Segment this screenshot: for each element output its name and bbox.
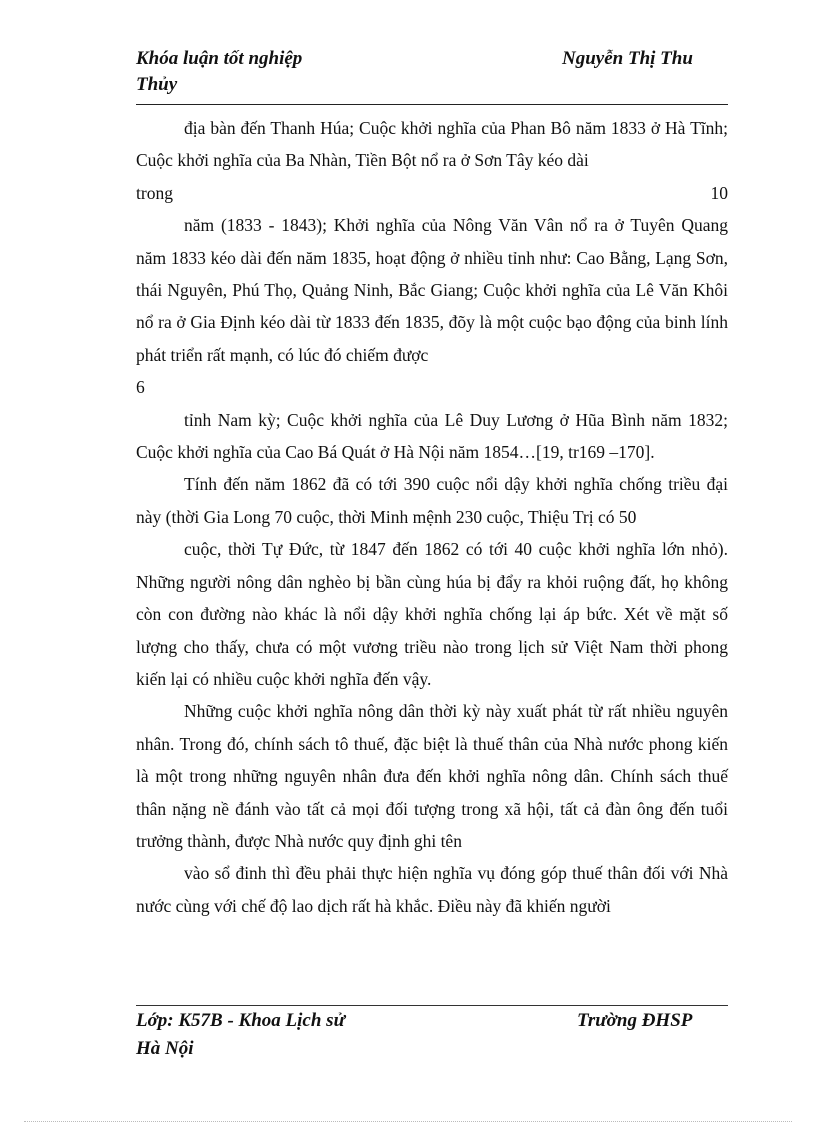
header-author-name: Nguyễn Thị Thu (562, 48, 693, 69)
page-bottom-divider (24, 1121, 792, 1122)
footer-university: Trường ĐHSP (577, 1010, 693, 1031)
paragraph-2: năm (1833 - 1843); Khởi nghĩa của Nông Văn Vân nổ ra ở Tuyên Quang năm 1833 kéo dài đến năm 1835, hoạt động ở nhiều tỉnh như: Cao Bằng, Lạng Sơn, thái Nguyên, Phú Thọ, Quảng Ninh, Bắc Giang; Cuộc khởi nghĩa của Lê Văn Khôi nổ ra ở Gia Định kéo dài từ 1833 đến 1835, đõy là một cuộc bạo động của binh lính phát triển rất mạnh, có lúc đó chiếm được (136, 215, 728, 365)
paragraph-4: Tính đến năm 1862 đã có tới 390 cuộc nổi dậy khởi nghĩa chống triều đại này (thời Gia Long 70 cuộc, thời Minh mệnh 230 cuộc, Thiệu Trị có 50 (136, 474, 728, 527)
paragraph-7: vào sổ đinh thì đều phải thực hiện nghĩa vụ đóng góp thuế thân đối với Nhà nước cùng với chế độ lao dịch rất hà khắc. Điều này đã khiến người (136, 863, 728, 916)
paragraph-1a: địa bàn đến Thanh Húa; Cuộc khởi nghĩa của Phan Bô năm 1833 ở Hà Tĩnh; Cuộc khởi nghĩa của Ba Nhàn, Tiền Bột nổ ra ở Sơn Tây kéo dài (136, 118, 728, 171)
paragraph-5: cuộc, thời Tự Đức, từ 1847 đến 1862 có tới 40 cuộc khởi nghĩa lớn nhỏ). Những người nông dân nghèo bị bần cùng húa bị đẩy ra khỏi ruộng đất, họ không còn con đường nào khác là nổi dậy khởi nghĩa chống lại áp bức. Xét về mặt số lượng cho thấy, chưa có một vương triều nào trong lịch sử Việt Nam thời phong kiến lại có nhiều cuộc khởi nghĩa đến vậy. (136, 539, 728, 689)
page-header (136, 48, 728, 105)
footer-class-faculty: Lớp: K57B - Khoa Lịch sử (136, 1010, 345, 1031)
paragraph-2-tail: 6 (136, 377, 145, 398)
header-thesis-title: Khóa luận tốt nghiệp (136, 48, 303, 69)
footer-city: Hà Nội (136, 1038, 194, 1059)
document-body (136, 112, 728, 922)
header-author-name-continued: Thủy (136, 74, 178, 95)
paragraph-3: tỉnh Nam kỳ; Cuộc khởi nghĩa của Lê Duy Lương ở Hũa Bình năm 1832; Cuộc khởi nghĩa của Cao Bá Quát ở Hà Nội năm 1854…[19, tr169 –170]. (136, 409, 728, 463)
paragraph-1b-right: 10 (710, 182, 728, 203)
paragraph-6: Những cuộc khởi nghĩa nông dân thời kỳ này xuất phát từ rất nhiều nguyên nhân. Trong đó, chính sách tô thuế, đặc biệt là thuế thân của Nhà nước phong kiến là một trong những nguyên nhân đưa đến khởi nghĩa nông dân. Chính sách thuế thân nặng nề đánh vào tất cả mọi đối tượng trong xã hội, tất cả đàn ông đến tuổi trưởng thành, được Nhà nước quy định ghi tên (136, 701, 728, 851)
page-footer (136, 1005, 728, 1066)
paragraph-1b (136, 177, 728, 209)
paragraph-1b-left: trong (136, 182, 173, 203)
